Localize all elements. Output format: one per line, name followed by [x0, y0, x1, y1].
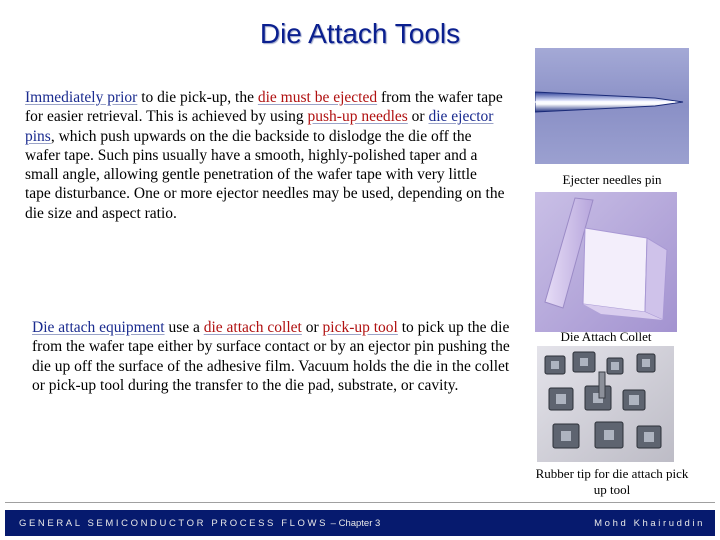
keyword-pick-up-tool: pick-up tool [322, 319, 398, 336]
footer-bar [5, 510, 715, 536]
text-segment: from the wafer tape for easier retrieval. This is achieved by using [25, 89, 503, 126]
keyword-immediately-prior: Immediately prior [25, 89, 138, 106]
footer-chapter: – Chapter 3 [328, 518, 381, 529]
keyword-die-attach-collet: die attach collet [203, 319, 302, 336]
footer-divider [5, 502, 715, 503]
ejector-needle-image [535, 48, 689, 164]
footer-course-name: GENERAL SEMICONDUCTOR PROCESS FLOWS [19, 518, 329, 529]
needle-caption: Ejecter needles pin [562, 172, 662, 187]
text-segment: use a [164, 319, 204, 336]
rubber-tip-caption: Rubber tip for die attach pick up tool [535, 466, 689, 497]
slide-title: Die Attach Tools [259, 18, 461, 49]
keyword-die-must-be-ejected: die must be ejected [257, 89, 378, 106]
keyword-die-attach-equipment: Die attach equipment [32, 319, 165, 336]
text-segment: to die pick-up, the [137, 89, 258, 106]
text-segment: or [301, 319, 323, 336]
ejector-needle-drawing [535, 48, 689, 164]
rubber-tip-image [537, 346, 674, 462]
collet-drawing [535, 192, 677, 332]
collet-image [535, 192, 677, 332]
footer-course-title [19, 518, 380, 529]
text-segment: to pick up the die from the wafer tape either by surface contact or by an ejector pin pushing the die up off the surface of the adhesive film. Vacuum holds the die in the collet or pick-up tool during the transfer to the die pad, substrate, or cavity. [32, 319, 510, 394]
text-segment: or [407, 108, 429, 126]
footer-author: Mohd Khairuddin [594, 518, 705, 529]
keyword-push-up-needles: push-up needles [307, 108, 408, 126]
keyword-die-ejector-pins: die ejector pins [25, 108, 494, 145]
paragraph-collet [32, 318, 512, 395]
rubber-tips-drawing [537, 346, 674, 462]
text-segment: , which push upwards on the die backside to dislodge the die off the wafer tape. Such pins usually have a smooth, highly-polished taper and a small angle, allowing gentle penetration of the wafer tape with very little tape disturbance. One or more ejector needles may be used, depending on the die size and aspect ratio. [25, 127, 505, 222]
collet-caption: Die Attach Collet [560, 329, 652, 344]
paragraph-ejector [25, 88, 505, 223]
